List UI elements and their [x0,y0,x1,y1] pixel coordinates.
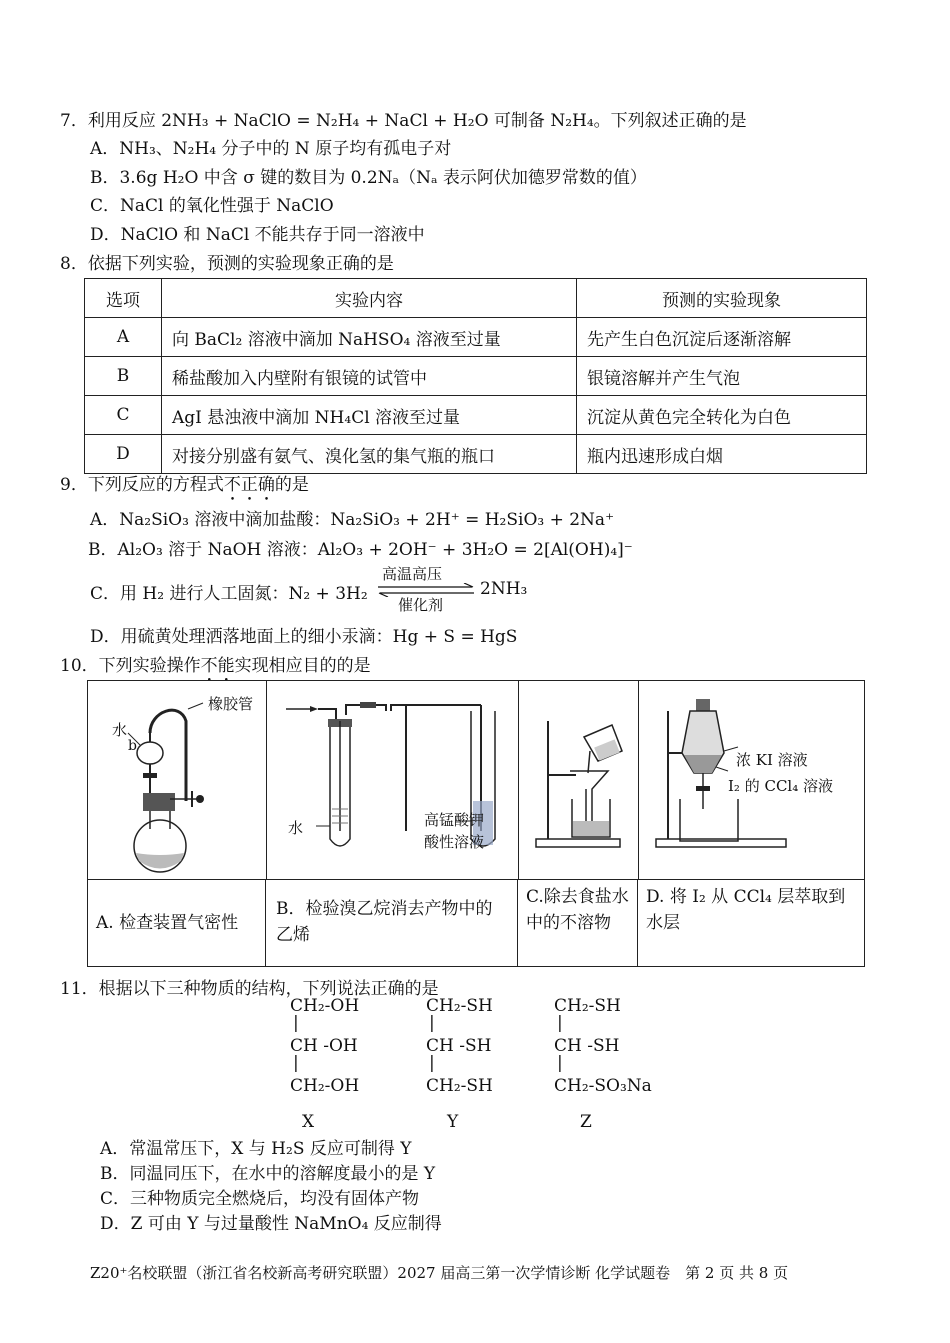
caption-d: D. 将 I₂ 从 CCl₄ 层萃取到水层 [638,879,864,966]
table-header-row [85,279,867,318]
row-content: 对接分别盛有氨气、溴化氢的集气瓶的瓶口 [162,435,577,474]
q7-option-b: B．3.6g H₂O 中含 σ 键的数目为 0.2Nₐ（Nₐ 表示阿伏加德罗常数的值） [90,168,647,188]
row-phenomenon: 银镜溶解并产生气泡 [577,357,867,396]
row-label: C [85,396,162,435]
caption-c: C.除去食盐水中的不溶物 [518,879,638,966]
filtration-icon [518,681,638,879]
bond-line: | [429,1013,435,1033]
q11-option-c: C．三种物质完全燃烧后，均没有固体产物 [100,1189,420,1209]
header-content: 实验内容 [162,279,577,318]
bond-line: | [293,1013,299,1033]
row-phenomenon: 瓶内迅速形成白烟 [577,435,867,474]
structure-y-line3: CH₂-SH [426,1076,493,1096]
structure-x-line1: CH₂-OH [290,996,360,1016]
label-ki: 浓 KI 溶液 [736,751,808,769]
table-row [85,318,867,357]
row-content: AgI 悬浊液中滴加 NH₄Cl 溶液至过量 [162,396,577,435]
structure-y [426,996,493,1096]
structure-z-line1: CH₂-SH [554,996,621,1016]
q11-option-d: D．Z 可由 Y 与过量酸性 NaMnO₄ 反应制得 [100,1214,442,1234]
label-rubber-tube: 橡胶管 [208,695,254,713]
q8-stem: 8．依据下列实验，预测的实验现象正确的是 [60,254,394,274]
q10-stem-emphasis: 不能 [200,656,235,676]
q11-stem: 11．根据以下三种物质的结构，下列说法正确的是 [60,979,439,999]
table-row [85,357,867,396]
q9-stem-pre: 9．下列反应的方程式 [60,475,224,495]
apparatus-c [518,681,639,879]
structure-x-line3: CH₂-OH [290,1076,360,1096]
apparatus-d [638,681,864,879]
structure-z-line3: CH₂-SO₃Na [554,1076,652,1096]
label-kmno4-1: 高锰酸钾 [424,811,485,829]
q9-option-d: D．用硫黄处理洒落地面上的细小汞滴：Hg + S = HgS [90,627,518,647]
structure-z [554,996,652,1096]
q9-stem-emphasis: 不正确 [223,475,275,495]
caption-a: A. 检查装置气密性 [88,879,266,966]
apparatus-a [88,681,267,879]
q7-option-a: A．NH₃、N₂H₄ 分子中的 N 原子均有孤电子对 [90,139,452,159]
label-x: X [302,1112,315,1132]
header-phenomenon: 预测的实验现象 [577,279,867,318]
row-phenomenon: 先产生白色沉淀后逐渐溶解 [577,318,867,357]
q9-option-b: B．Al₂O₃ 溶于 NaOH 溶液：Al₂O₃ + 2OH⁻ + 3H₂O = 2[Al(OH)₄]⁻ [88,540,633,560]
table-row [85,396,867,435]
row-label: B [85,357,162,396]
row-content: 向 BaCl₂ 溶液中滴加 NaHSO₄ 溶液至过量 [162,318,577,357]
q9-option-c: C．用 H₂ 进行人工固氮：N₂ + 3H₂ [90,584,368,604]
q7-stem: 7．利用反应 2NH₃ + NaClO = N₂H₄ + NaCl + H₂O 可制备 N₂H₄。下列叙述正确的是 [60,111,747,131]
q10-table [87,680,865,967]
structure-z-line2: CH -SH [554,1036,620,1056]
bond-line: | [557,1053,563,1073]
q10-stem-post: 实现相应目的的是 [234,656,371,676]
label-b: b [128,738,137,754]
q9-condition-above: 高温高压 [382,565,443,583]
label-i2-ccl4: I₂ 的 CCl₄ 溶液 [728,777,834,795]
q9-stem [60,470,309,505]
q7-option-c: C．NaCl 的氧化性强于 NaClO [90,196,334,216]
row-content: 稀盐酸加入内壁附有银镜的试管中 [162,357,577,396]
q8-table [84,278,867,474]
row-label: A [85,318,162,357]
page-footer: Z20⁺名校联盟（浙江省名校新高考研究联盟）2027 届高三第一次学情诊断 化学试题卷 第 2 页 共 8 页 [90,1264,789,1282]
structure-x [290,996,359,1096]
q11-option-b: B．同温同压下，在水中的溶解度最小的是 Y [100,1164,436,1184]
label-water-b: 水 [288,819,304,837]
q9-option-a: A．Na₂SiO₃ 溶液中滴加盐酸：Na₂SiO₃ + 2H⁺ = H₂SiO₃ + 2Na⁺ [90,510,615,530]
q9-stem-post: 的是 [274,475,309,495]
bond-line: | [557,1013,563,1033]
label-water: 水 [112,721,128,739]
label-z: Z [580,1112,592,1132]
table-row [85,435,867,474]
q7-option-d: D．NaClO 和 NaCl 不能共存于同一溶液中 [90,225,425,245]
row-label: D [85,435,162,474]
row-phenomenon: 沉淀从黄色完全转化为白色 [577,396,867,435]
q9-condition-below: 催化剂 [398,596,444,614]
bond-line: | [429,1053,435,1073]
apparatus-b [266,681,519,879]
q9-option-c-product: 2NH₃ [480,579,528,599]
label-y: Y [447,1112,459,1132]
bond-line: | [293,1053,299,1073]
structure-y-line2: CH -SH [426,1036,492,1056]
q11-option-a: A．常温常压下，X 与 H₂S 反应可制得 Y [100,1139,412,1159]
label-kmno4-2: 酸性溶液 [424,833,485,851]
q10-stem-pre: 10．下列实验操作 [60,656,201,676]
header-option: 选项 [85,279,162,318]
caption-b: B．检验溴乙烷消去产物中的乙烯 [266,879,518,966]
structure-y-line1: CH₂-SH [426,996,493,1016]
structure-x-line2: CH -OH [290,1036,358,1056]
